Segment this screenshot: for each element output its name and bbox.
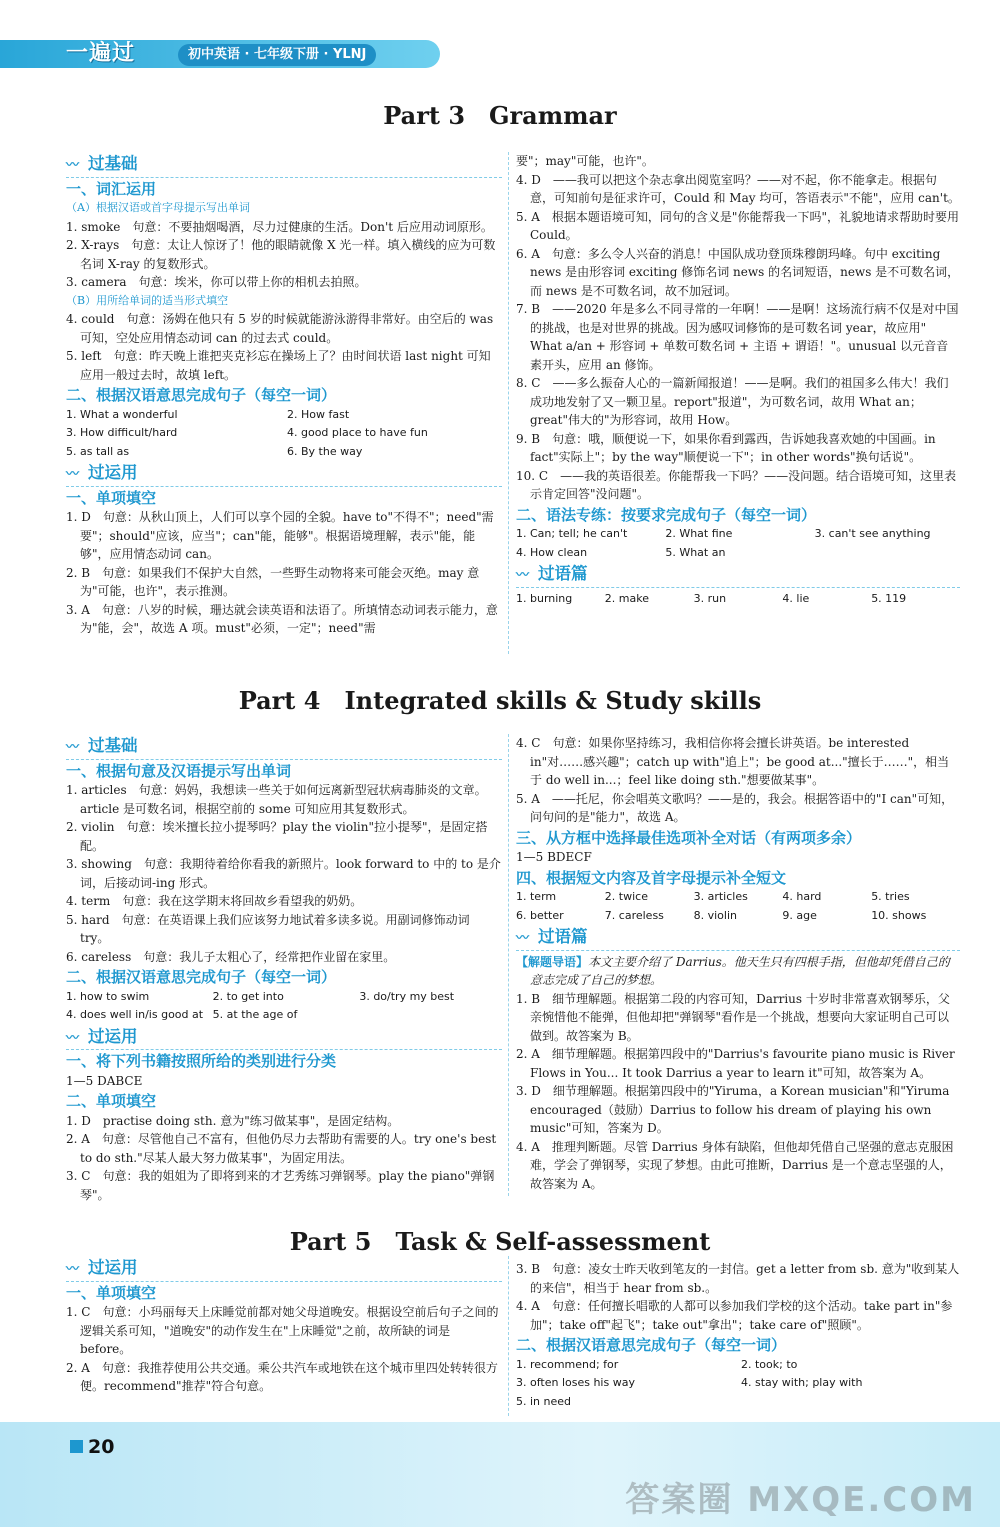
answer-item: 1—5 BDECF	[516, 850, 592, 864]
answer-item: 2. violin 句意：埃米擅长拉小提琴吗？play the violin"拉小提琴"，是固定搭配。	[66, 820, 488, 853]
answer-cell: 2. twice	[604, 890, 648, 903]
answer-item: 5. hard 句意：在英语课上我们应该努力地试着多读多说。用副词修饰动词 try。	[66, 912, 470, 945]
passage-guide	[516, 953, 960, 990]
p3-left-column	[66, 152, 502, 638]
answer-grid	[516, 1356, 960, 1412]
answer-item: 3. camera 句意：埃米，你可以带上你的相机去拍照。	[66, 275, 367, 289]
answer-cell: 1. burning	[516, 591, 573, 605]
heading: 一、将下列书籍按照所给的类别进行分类	[66, 1052, 337, 1070]
answer-cell: 1. recommend; for	[516, 1357, 619, 1371]
answer-item: 1. C 句意：小玛丽每天上床睡觉前都对她父母道晚安。根据设空前后句子之间的逻辑关系可知，"道晚安"的动作发生在"上床睡觉"之前，故所缺的词是 before。	[66, 1305, 499, 1356]
answer-cell: 6. By the way	[287, 444, 363, 458]
guide-text: 本文主要介绍了 Darrius。他天生只有四根手指，但他却凭借自己的意志完成了自己的梦想。	[530, 954, 950, 987]
answer-cell: 5. tries	[871, 890, 910, 903]
heading: 一、词汇运用	[66, 179, 157, 198]
answer-item: 4. D ——我可以把这个杂志拿出阅览室吗？——对不起，你不能拿走。根据句意，可知前句是征求许可，Could 和 May 均可，答语表示"不能"，应用 can't。	[516, 172, 960, 205]
heading: 二、根据汉语意思完成句子（每空一词）	[66, 968, 337, 986]
section-application: 〰 过运用	[66, 1259, 502, 1282]
answer-item: 7. B ——2020 年是多么不同寻常的一年啊！——是啊！这场流行病不仅是对中国的挑战，也是对世界的挑战。因为感叹词修饰的是可数名词 year，故应用" What a/an + 形容词 + 单数可数名词 + 主语 + 谓语！"。unusual 以元音音素开头，应用 an 修饰。	[516, 302, 959, 372]
section-application: 〰 过运用	[66, 464, 502, 487]
swoosh-icon: 〰	[66, 467, 80, 482]
answer-cell: 5. 119	[871, 591, 907, 605]
answer-cell: 9. age	[782, 908, 817, 922]
swoosh-icon: 〰	[66, 1030, 80, 1046]
section-basics: 〰 过基础	[66, 155, 502, 178]
answer-item: 1. D 句意：从秋山顶上，人们可以享个园的全貌。have to"不得不"；need"需要"；should"应该，应当"；can"能，能够"。根据语境理解，表示"能，能够"，应用情态动词 can。	[66, 510, 494, 561]
instruction: （A）根据汉语或首字母提示写出单词	[66, 201, 250, 214]
answer-item: 4. A 句意：任何擅长唱歌的人都可以参加我们学校的这个活动。take part in"参加"；take off"起飞"；take out"拿出"；take care of"照顾"。	[516, 1299, 953, 1332]
answer-cell: 3. often loses his way	[516, 1376, 635, 1389]
answer-cell: 2. make	[604, 591, 649, 605]
answer-item: 4. A 推理判断题。尽管 Darrius 身体有缺陷，但他却凭借自己坚强的意志克服困难，学会了弹钢琴，实现了梦想。由此可推断，Darrius 是一个意志坚强的人，故答案为 A。	[516, 1139, 954, 1191]
section-application: 〰 过运用	[66, 1028, 502, 1051]
answer-item: 3. C 句意：我的姐姐为了即将到来的才艺秀练习弹钢琴。play the piano"弹钢琴"。	[66, 1169, 495, 1202]
answer-cell: 3. articles	[693, 890, 748, 903]
heading: 一、单项填空	[66, 1283, 157, 1302]
p4-right-column	[516, 734, 960, 1193]
page-number: 20	[88, 1436, 115, 1458]
swoosh-icon: 〰	[66, 1262, 80, 1277]
part-3-title: Part 3 Grammar	[383, 101, 617, 130]
answer-item: 8. C ——多么振奋人心的一篇新闻报道！——是啊。我们的祖国多么伟大！我们成功地发射了又一颗卫星。report"报道"，为可数名词，故用 What an；great"伟大的"为形容词，故用 How。	[516, 376, 949, 427]
watermark: 答案圈 MXQE.COM	[625, 1480, 976, 1520]
answer-item: 2. A 句意：我推荐使用公共交通。乘公共汽车或地铁在这个城市里四处转转很方便。recommend"推荐"符合句意。	[66, 1360, 498, 1393]
swoosh-icon: 〰	[66, 740, 80, 755]
answer-item: 1—5 DABCE	[66, 1073, 143, 1088]
answer-item: 3. showing 句意：我期待着给你看我的新照片。look forward to 中的 to 是介词，后接动词-ing 形式。	[66, 857, 501, 890]
answer-cell: 2. took; to	[741, 1357, 798, 1371]
answer-cell: 4. good place to have fun	[287, 426, 428, 439]
page-footer	[0, 1422, 1000, 1527]
part-5-title: Part 5 Task & Self-assessment	[289, 1227, 711, 1256]
answer-cell: 3. How difficult/hard	[66, 426, 178, 439]
heading: 四、根据短文内容及首字母提示补全短文	[516, 868, 787, 887]
p3-right-column	[516, 152, 960, 608]
answer-cell: 2. What fine	[665, 527, 733, 540]
answer-item: 1. D practise doing sth. 意为"练习做某事"，是固定结构。	[66, 1113, 400, 1128]
answer-cell: 3. can't see anything	[814, 527, 931, 540]
answer-cell: 4. stay with; play with	[741, 1376, 863, 1389]
heading: 二、语法专练：按要求完成句子（每空一词）	[516, 505, 817, 524]
p4-left-column	[66, 734, 502, 1204]
answer-grid	[516, 590, 960, 609]
answer-item: 2. A 细节理解题。根据第四段中的"Darrius's favourite piano music is River Flows in You... It took Darrius a year to learn it"可知，故答案为 A。	[516, 1047, 955, 1080]
section-basics: 〰 过基础	[66, 737, 502, 760]
answer-cell: 6. better	[516, 908, 564, 922]
swoosh-icon: 〰	[516, 931, 530, 946]
book-subtitle: 初中英语 · 七年级下册 · YLNJ	[178, 44, 376, 66]
answer-cell: 1. term	[516, 890, 557, 903]
answer-item: 要"；may"可能，也许"。	[516, 154, 654, 168]
answer-grid	[516, 525, 960, 562]
column-divider	[508, 1256, 509, 1416]
column-divider	[508, 734, 509, 1196]
page-marker-icon	[70, 1440, 83, 1453]
answer-item: 3. B 句意：凌女士昨天收到笔友的一封信。get a letter from sb. 意为"收到某人的来信"，相当于 hear from sb.。	[516, 1262, 960, 1295]
answer-item: 4. could 句意：汤姆在他只有 5 岁的时候就能游泳游得非常好。由空后的 was 可知，空处应用情态动词 can 的过去式 could。	[66, 312, 494, 345]
answer-cell: 1. What a wonderful	[66, 407, 178, 421]
heading: 二、根据汉语意思完成句子（每空一词）	[516, 1336, 787, 1354]
answer-item: 6. careless 句意：我儿子太粗心了，经常把作业留在家里。	[66, 949, 396, 964]
brand-logo: 一遍过	[66, 41, 136, 66]
answer-cell: 7. careless	[604, 908, 664, 922]
page-header	[0, 0, 1000, 70]
answer-cell: 3. run	[693, 591, 727, 605]
answer-cell: 5. What an	[665, 545, 726, 559]
answer-item: 1. smoke 句意：不要抽烟喝酒，尽力过健康的生活。Don't 后应用动词原形。	[66, 219, 493, 234]
answer-cell: 4. does well in/is good at	[66, 1008, 204, 1021]
answer-item: 3. A 句意：八岁的时候，珊达就会读英语和法语了。所填情态动词表示能力，意为"能，会"，故选 A 项。must"必须，一定"；need"需	[66, 602, 498, 635]
section-passage: 〰 过语篇	[516, 565, 960, 588]
heading: 一、单项填空	[66, 488, 157, 507]
answer-item: 4. term 句意：我在这学期末将回故乡看望我的奶奶。	[66, 894, 363, 908]
answer-cell: 5. as tall as	[66, 444, 130, 458]
answer-cell: 10. shows	[871, 908, 927, 922]
instruction: （B）用所给单词的适当形式填空	[66, 293, 229, 307]
p5-left-column	[66, 1256, 502, 1396]
answer-item: 6. A 句意：多么令人兴奋的消息！中国队成功登顶珠穆朗玛峰。句中 exciting news 是由形容词 exciting 修饰名词 news 的名词短语，news 是不可数名词，而 news 是不可数名词，故不加冠词。	[516, 246, 960, 298]
answer-cell: 8. violin	[693, 908, 737, 922]
part-4-title: Part 4 Integrated skills & Study skills	[238, 686, 762, 715]
swoosh-icon: 〰	[516, 568, 530, 583]
answer-cell: 4. hard	[782, 890, 822, 903]
answer-cell: 4. How clean	[516, 545, 588, 559]
answer-item: 2. A 句意：尽管他自己不富有，但他仍尽力去帮助有需要的人。try one's best to do sth."尽某人最大努力做某事"，为固定用法。	[66, 1132, 497, 1165]
heading: 二、根据汉语意思完成句子（每空一词）	[66, 386, 337, 404]
answer-cell: 1. how to swim	[66, 989, 150, 1003]
answer-item: 9. B 句意：哦，顺便说一下，如果你看到露西，告诉她我喜欢她的中国画。in fact"实际上"；by the way"顺便说一下"；in other words"换句话说"。	[516, 431, 936, 464]
answer-cell: 5. at the age of	[212, 1008, 298, 1021]
answer-cell: 1. Can; tell; he can't	[516, 527, 628, 540]
answer-grid	[516, 888, 960, 925]
answer-item: 2. B 句意：如果我们不保护大自然，一些野生动物将来可能会灭绝。may 意为"可能，也许"，表示推测。	[66, 565, 480, 598]
answer-item: 4. C 句意：如果你坚持练习，我相信你将会擅长讲英语。be interested in"对……感兴趣"；catch up with"追上"；be good at..."擅长于……"，相当于 do well in...；feel like doing sth."想要做某事"。	[516, 736, 950, 787]
answer-item: 5. left 句意：昨天晚上谁把夹克衫忘在操场上了？由时间状语 last night 可知应用一般过去时，故填 left。	[66, 349, 491, 382]
answer-cell: 5. in need	[516, 1394, 572, 1408]
answer-cell: 4. lie	[782, 591, 810, 605]
answer-cell: 3. do/try my best	[359, 989, 455, 1003]
swoosh-icon: 〰	[66, 158, 80, 173]
heading: 二、单项填空	[66, 1092, 157, 1110]
answer-item: 5. A 根据本题语境可知，同句的含义是"你能帮我一下吗"，礼貌地请求帮助时要用 Could。	[516, 209, 959, 242]
answer-item: 3. D 细节理解题。根据第四段中的"Yiruma，a Korean musician"和"Yiruma encouraged（鼓励）Darrius to follow his dream of playing his own music"可知，答案为 D。	[516, 1084, 950, 1135]
p5-right-column	[516, 1260, 960, 1411]
column-divider	[508, 152, 509, 654]
answer-item: 1. articles 句意：妈妈，我想读一些关于如何远离新型冠状病毒肺炎的文章。article 是可数名词，根据空前的 some 可知应用其复数形式。	[66, 783, 487, 816]
answer-grid	[66, 988, 502, 1025]
guide-tag: 【解题导语】	[516, 954, 589, 969]
answer-item: 1. B 细节理解题。根据第二段的内容可知，Darrius 十岁时非常喜欢钢琴乐，父亲惋惜他不能弹，但他却把"弹钢琴"看作是一个挑战，想要向大家证明自己可以做到。故答案为 B。	[516, 991, 950, 1043]
answer-item: 10. C ——我的英语很差。你能帮我一下吗？——没问题。结合语境可知，这里表示肯定回答"没问题"。	[516, 468, 957, 501]
answer-item: 2. X-rays 句意：太让人惊讶了！他的眼睛就像 X 光一样。填入横线的应为可数名词 X-ray 的复数形式。	[66, 238, 496, 271]
section-passage: 〰 过语篇	[516, 928, 960, 951]
answer-item: 5. A ——托尼，你会唱英文歌吗？——是的，我会。根据答语中的"I can"可知，问句问的是"能力"，故选 A。	[516, 791, 954, 824]
answer-cell: 2. to get into	[212, 989, 284, 1003]
heading: 一、根据句意及汉语提示写出单词	[66, 761, 292, 780]
answer-grid	[66, 406, 502, 462]
answer-cell: 2. How fast	[287, 407, 350, 421]
heading: 三、从方框中选择最佳选项补全对话（有两项多余）	[516, 828, 862, 847]
